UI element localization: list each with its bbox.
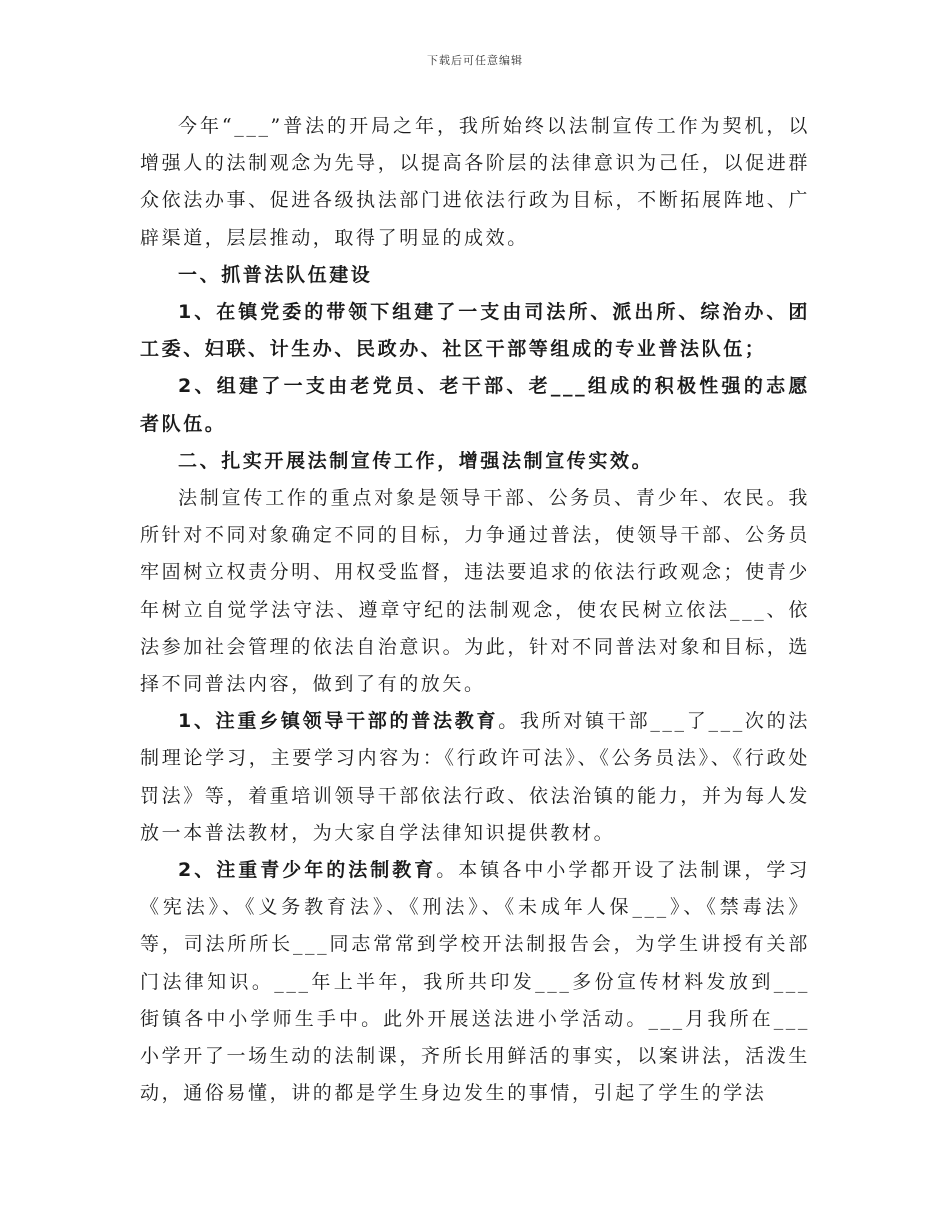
body-paragraph-cadres: [140, 703, 810, 852]
list-item-2: 2、组建了一支由老党员、老干部、老___组成的积极性强的志愿者队伍。: [140, 375, 810, 435]
list-item-1: 1、在镇党委的带领下组建了一支由司法所、派出所、综治办、团工委、妇联、计生办、民政办、社区干部等组成的专业普法队伍；: [140, 301, 810, 361]
paragraph-lead-youth: 2、注重青少年的法制教育: [178, 859, 437, 882]
document-body: [140, 108, 810, 1112]
section-heading-2: 二、扎实开展法制宣传工作，增强法制宣传实效。: [178, 449, 654, 472]
body-paragraph-youth: [140, 852, 810, 1112]
intro-paragraph: 今年“___”普法的开局之年，我所始终以法制宣传工作为契机，以增强人的法制观念为先导，以提高各阶层的法律意识为己任，以促进群众依法办事、促进各级执法部门进依法行政为目标，不断拓展阵地、广辟渠道，层层推动，取得了明显的成效。: [140, 115, 810, 249]
paragraph-text-youth: 。本镇各中小学都开设了法制课，学习《宪法》、《义务教育法》、《刑法》、《未成年人保___》、《禁毒法》等，司法所所长___同志常常到学校开法制报告会，为学生讲授有关部门法律知识。___年上半年，我所共印发___多份宣传材料发放到___街镇各中小学师生手中。此外开展送法进小学活动。___月我所在___小学开了一场生动的法制课，齐所长用鲜活的事实，以案讲法，活泼生动，通俗易懂，讲的都是学生身边发生的事情，引起了学生的学法: [140, 859, 810, 1105]
page-header-note: 下载后可任意编辑: [427, 54, 523, 67]
paragraph-text-cadres: 。我所对镇干部___了___次的法制理论学习，主要学习内容为：《行政许可法》、《公务员法》、《行政处罚法》等，着重培训领导干部依法行政、依法治镇的能力，并为每人发放一本普法教材，为大家自学法律知识提供教材。: [140, 710, 810, 844]
body-paragraph-targets: 法制宣传工作的重点对象是领导干部、公务员、青少年、农民。我所针对不同对象确定不同的目标，力争通过普法，使领导干部、公务员牢固树立权责分明、用权受监督，违法要追求的依法行政观念；使青少年树立自觉学法守法、遵章守纪的法制观念，使农民树立依法___、依法参加社会管理的依法自治意识。为此，针对不同普法对象和目标，选择不同普法内容，做到了有的放矢。: [140, 487, 810, 696]
paragraph-lead-cadres: 1、注重乡镇领导干部的普法教育: [178, 710, 499, 733]
section-heading-1: 一、抓普法队伍建设: [178, 263, 373, 286]
